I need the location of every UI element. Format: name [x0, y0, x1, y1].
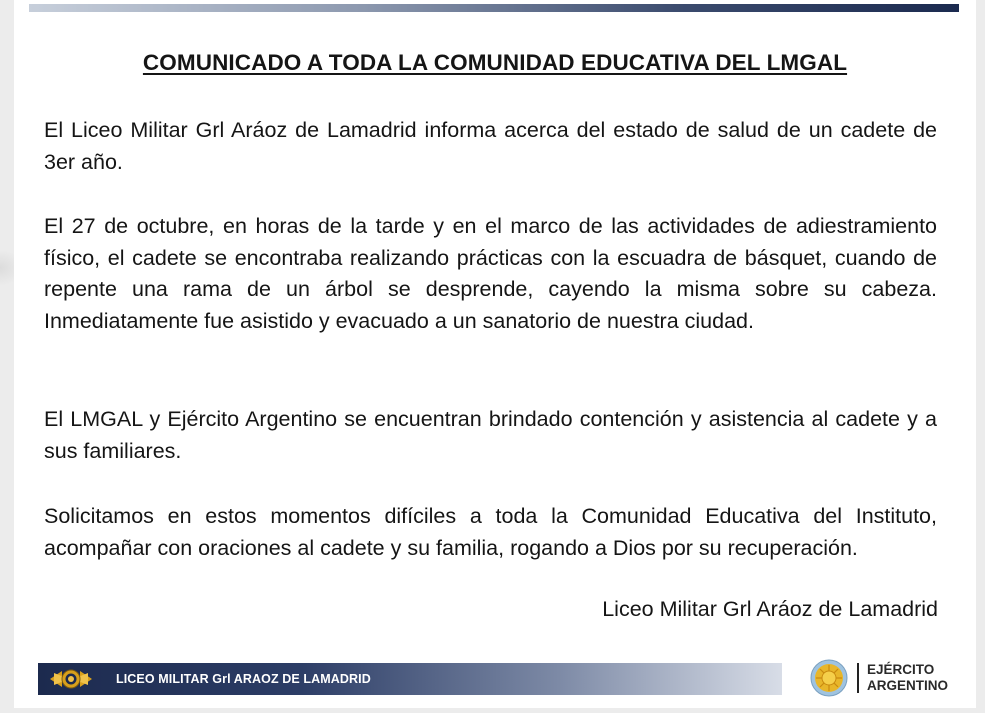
army-wordmark-line2: ARGENTINO — [867, 678, 948, 693]
header-bar — [29, 4, 959, 12]
footer-band — [38, 663, 782, 695]
paragraph-support: El LMGAL y Ejército Argentino se encuentran brindado contención y asistencia al cadete y a sus familiares. — [44, 407, 937, 463]
footer-institution-label: LICEO MILITAR Grl ARAOZ DE LAMADRID — [116, 672, 371, 686]
military-crest-icon — [48, 665, 94, 693]
army-wordmark-line1: EJÉRCITO — [867, 662, 935, 677]
sun-emblem-icon — [810, 659, 848, 697]
emblem-divider — [857, 663, 859, 693]
army-wordmark — [867, 662, 948, 694]
signature: Liceo Militar Grl Aráoz de Lamadrid — [602, 597, 938, 621]
document-page — [14, 0, 976, 708]
paragraph-request: Solicitamos en estos momentos difíciles a toda la Comunidad Educativa del Instituto, acompañar con oraciones al cadete y su familia, rogando a Dios por su recuperación. — [44, 504, 937, 560]
paragraph-intro: El Liceo Militar Grl Aráoz de Lamadrid informa acerca del estado de salud de un cadete de 3er año. — [44, 118, 937, 174]
paragraph-incident: El 27 de octubre, en horas de la tarde y en el marco de las actividades de adiestramiento físico, el cadete se encontraba realizando prácticas con la escuadra de básquet, cuando de repente una rama de un árbol se desprende, cayendo la misma sobre su cabeza. Inmediatamente fue asistido y evacuado a un sanatorio de nuestra ciudad. — [44, 214, 937, 333]
document-title: COMUNICADO A TODA LA COMUNIDAD EDUCATIVA DEL LMGAL — [142, 50, 848, 75]
